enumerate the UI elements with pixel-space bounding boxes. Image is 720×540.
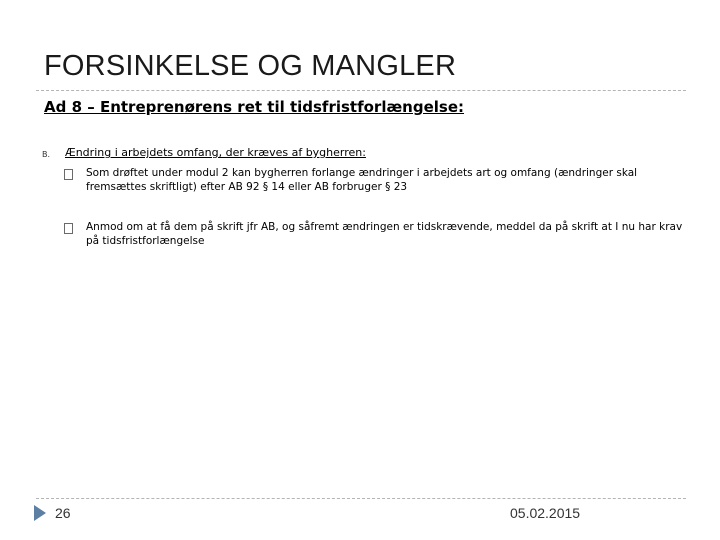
slide-title: FORSINKELSE OG MANGLER bbox=[44, 50, 457, 82]
footer-divider bbox=[36, 498, 686, 499]
square-bullet-icon bbox=[64, 169, 73, 180]
bullet-text: Anmod om at få dem på skrift jfr AB, og såfremt ændringen er tidskrævende, meddel da på skrift at I nu har krav på tidsfristforlængelse bbox=[86, 221, 683, 247]
page-number: 26 bbox=[55, 505, 71, 521]
footer-date: 05.02.2015 bbox=[510, 505, 581, 521]
item-marker: B. bbox=[42, 150, 51, 159]
title-divider bbox=[36, 90, 686, 91]
bullet-text: Som drøftet under modul 2 kan bygherren forlange ændringer i arbejdets art og omfang (ændringer skal fremsættes skriftligt) efter AB 92 § 14 eller AB forbruger § 23 bbox=[86, 167, 638, 193]
square-bullet-icon bbox=[64, 223, 73, 234]
item-heading: Ændring i arbejdets omfang, der kræves af bygherren: bbox=[65, 146, 366, 159]
triangle-arrow-icon bbox=[34, 505, 46, 521]
slide-subtitle: Ad 8 – Entreprenørens ret til tidsfristforlængelse: bbox=[44, 98, 465, 116]
